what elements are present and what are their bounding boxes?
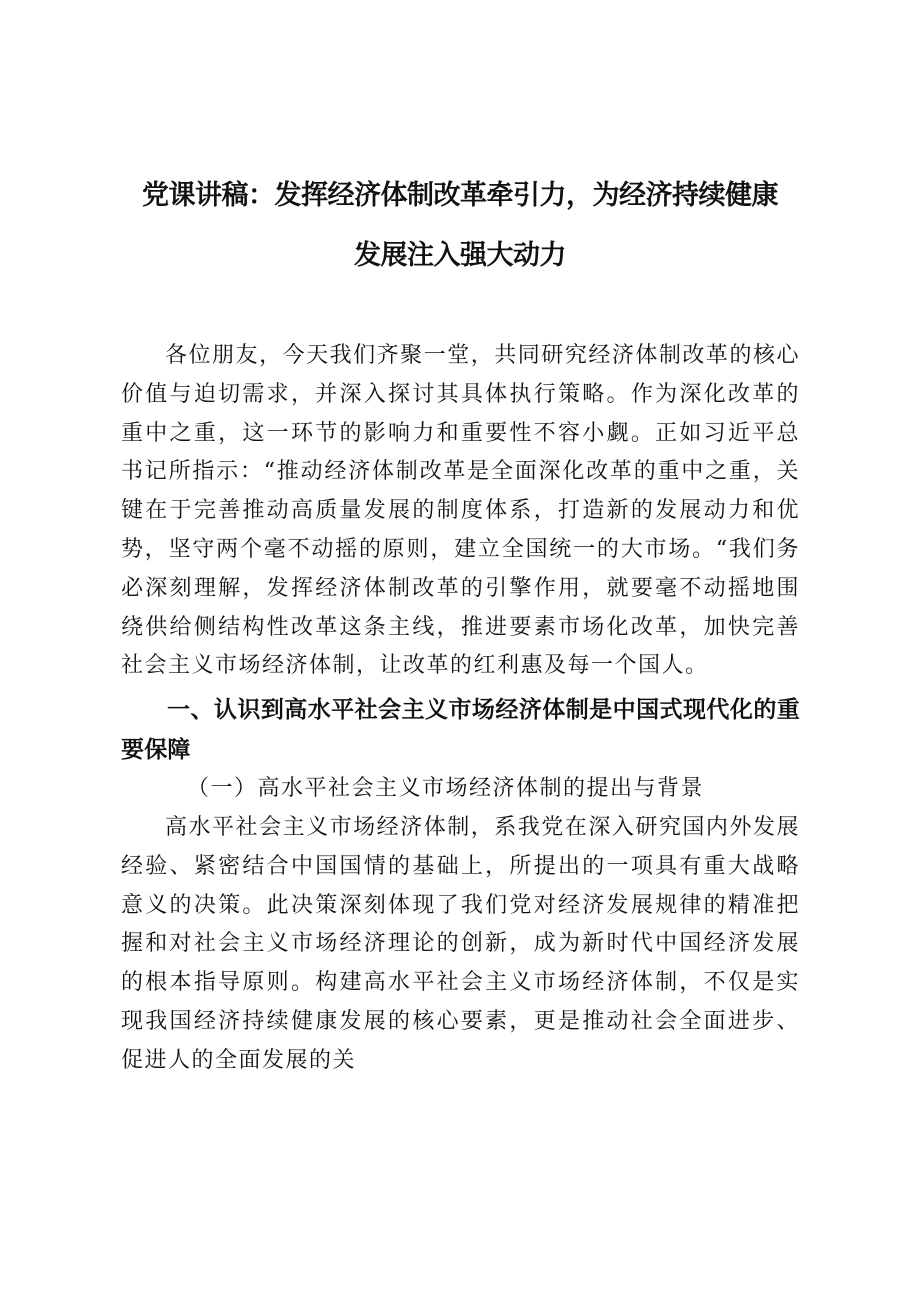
subsection-1-paragraph: 高水平社会主义市场经济体制，系我党在深入研究国内外发展经验、紧密结合中国国情的基础上，所提出的一项具有重大战略意义的决策。此决策深刻体现了我们党对经济发展规律的精准把握和对社会主义市场经济理论的创新，成为新时代中国经济发展的根本指导原则。构建高水平社会主义市场经济体制，不仅是实现我国经济持续健康发展的核心要素，更是推动社会全面进步、促进人的全面发展的关	[121, 814, 800, 1073]
intro-paragraph: 各位朋友，今天我们齐聚一堂，共同研究经济体制改革的核心价值与迫切需求，并深入探讨其具体执行策略。作为深化改革的重中之重，这一环节的影响力和重要性不容小觑。正如习近平总书记所指示：“推动经济体制改革是全面深化改革的重中之重，关键在于完善推动高质量发展的制度体系，打造新的发展动力和优势，坚守两个毫不动摇的原则，建立全国统一的大市场。“我们务必深刻理解，发挥经济体制改革的引擎作用，就要毫不动摇地围绕供给侧结构性改革这条主线，推进要素市场化改革，加快完善社会主义市场经济体制，让改革的红利惠及每一个国人。	[121, 343, 800, 679]
document-title-line-1: 党课讲稿：发挥经济体制改革牵引力，为经济持续健康	[142, 180, 778, 211]
subsection-1-heading: （一）高水平社会主义市场经济体制的提出与背景	[187, 776, 705, 802]
document-title-line-2: 发展注入强大动力	[354, 240, 566, 271]
section-1-heading: 一、认识到高水平社会主义市场经济体制是中国式现代化的重要保障	[121, 697, 800, 764]
document-body	[121, 337, 800, 1081]
